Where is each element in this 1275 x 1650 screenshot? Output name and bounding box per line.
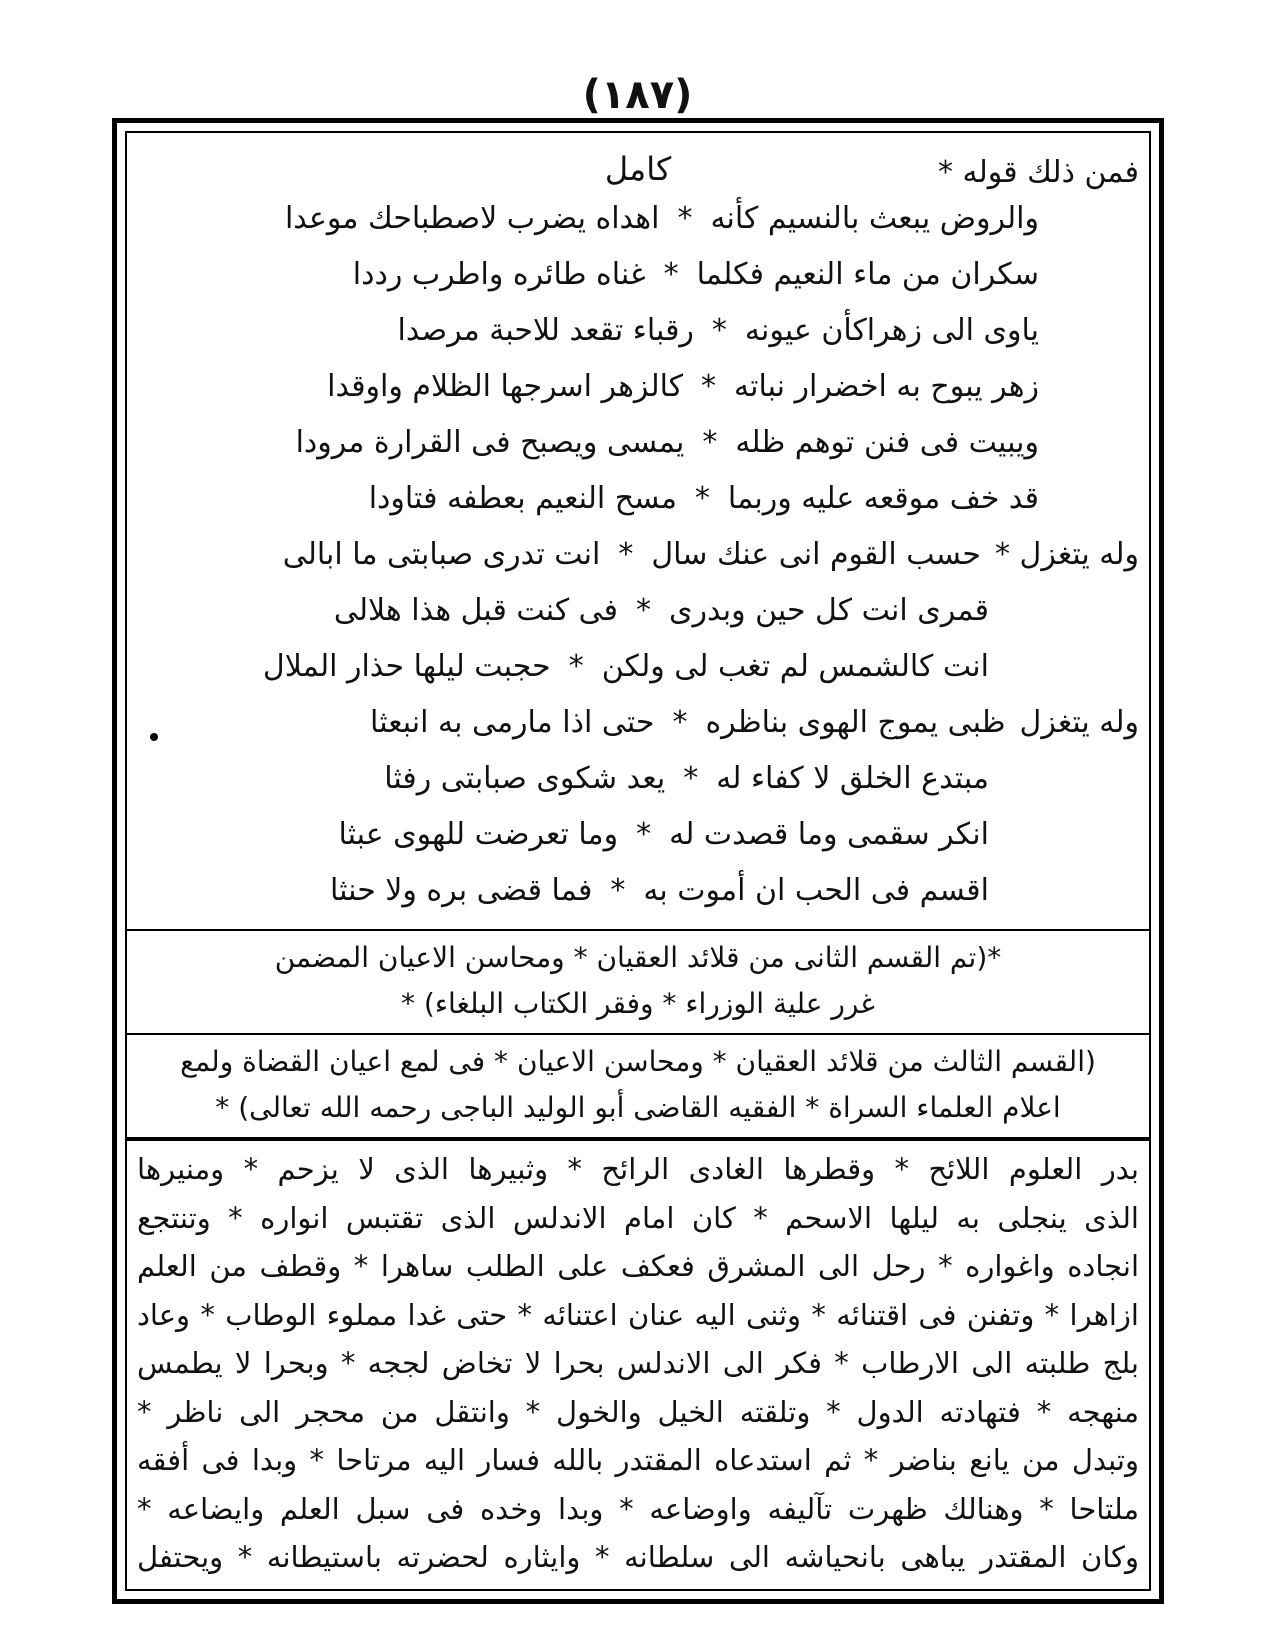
verse-second-hemistich: مسح النعيم بعطفه فتاودا: [368, 481, 677, 516]
verse-first-hemistich: قد خف موقعه عليه وربما: [727, 481, 1039, 516]
poem2-intro: وله يتغزل *: [994, 537, 1139, 572]
section-heading: [139, 1039, 1137, 1131]
verse-first-hemistich: اقسم فى الحب ان أموت به: [643, 873, 989, 908]
prose-line: انجاده واغواره * رحل الى المشرق فعكف على الطلب ساهرا * وقطف من العلم: [137, 1249, 1139, 1283]
verse-separator: *: [683, 761, 699, 796]
verse-separator: *: [711, 313, 727, 348]
verse-separator: *: [568, 649, 584, 684]
divider: [127, 1137, 1149, 1141]
poem1-intro: فمن ذلك قوله *: [938, 155, 1139, 190]
verse-first-hemistich: ظبى يموج الهوى بناظره: [705, 705, 1006, 740]
verse-separator: *: [672, 705, 688, 740]
verse-first-hemistich: زهر يبوح به اخضرار نباته: [734, 369, 1039, 404]
verse-line: [296, 423, 1039, 463]
verse-second-hemistich: حتى اذا مارمى به انبعثا: [370, 705, 655, 740]
prose-line: ازاهرا * وتفنن فى اقتنائه * وثنى اليه عنان اعتنائه * حتى غدا مملوء الوطاب * وعاد: [137, 1297, 1139, 1332]
verse-second-hemistich: فما قضى بره ولا حنثا: [329, 873, 593, 908]
verse-second-hemistich: حجبت ليلها حذار الملال: [262, 649, 551, 684]
verse-line: [338, 815, 989, 855]
section-heading-line: (القسم الثالث من قلائد العقيان * ومحاسن الاعيان * فى لمع اعيان القضاة ولمع: [180, 1045, 1096, 1078]
verse-line: [370, 703, 1139, 743]
verse-line: [283, 535, 1139, 575]
verse-second-hemistich: يعد شكوى صبابتى رفثا: [384, 761, 666, 796]
verse-second-hemistich: فى كنت قبل هذا هلالى: [333, 593, 618, 628]
verse-first-hemistich: ويبيت فى فنن توهم ظله: [735, 425, 1039, 460]
verse-line: [369, 479, 1039, 519]
section-heading-line: اعلام العلماء السراة * الفقيه القاضى أبو الوليد الباجى رحمه الله تعالى) *: [215, 1091, 1061, 1124]
prose-line: الذى ينجلى به ليلها الاسحم * كان امام الاندلس الذى تقتبس انواره * وتنتجع: [137, 1200, 1139, 1235]
prose-line: بلج طلبته الى الارطاب * فكر الى الاندلس بحرا لا تخاض لججه * وبحرا لا يطمس: [137, 1346, 1139, 1380]
verse-first-hemistich: قمرى انت كل حين وبدرى: [669, 593, 989, 628]
end-note-line: غرر علية الوزراء * وفقر الكتاب البلغاء) *: [401, 987, 875, 1020]
verse-separator: *: [618, 537, 634, 572]
verse-second-hemistich: رقباء تقعد للاحبة مرصدا: [397, 313, 694, 348]
verse-line: [327, 367, 1039, 407]
verse-line: [285, 199, 1039, 239]
verse-line: [334, 591, 989, 631]
text-area: [125, 131, 1151, 1591]
verse-second-hemistich: يمسى ويصبح فى القرارة مرودا: [295, 425, 685, 460]
prose-line: ملتاحا * وهنالك ظهرت تآليفه واوضاعه * وبدا وخده فى سبل العلم وايضاعه *: [137, 1491, 1139, 1526]
verse-separator: *: [694, 481, 710, 516]
verse-separator: *: [636, 593, 651, 628]
verse-second-hemistich: اهداه يضرب لاصطباحك موعدا: [284, 201, 660, 236]
end-note: [139, 935, 1137, 1027]
prose-line: وكان المقتدر يباهى بانحياشه الى سلطانه * وايثاره لحضرته باستيطانه * ويحتفل: [137, 1540, 1139, 1574]
end-note-line: *(تم القسم الثانى من قلائد العقيان * ومحاسن الاعيان المضمن: [274, 941, 1002, 974]
verse-first-hemistich: حسب القوم انى عنك سال: [651, 537, 981, 572]
verse-line: [353, 255, 1039, 295]
verse-line: [330, 871, 989, 911]
verse-first-hemistich: والروض يبعث بالنسيم كأنه: [710, 201, 1039, 236]
verse-first-hemistich: سكران من ماء النعيم فكلما: [696, 257, 1039, 292]
verse-separator: *: [701, 369, 717, 404]
verse-separator: *: [663, 257, 679, 292]
verse-separator: *: [610, 873, 626, 908]
verse-line: [263, 647, 989, 687]
page-frame: [112, 118, 1164, 1604]
verse-first-hemistich: ياوى الى زهراكأن عيونه: [744, 313, 1039, 348]
prose-line: منهجه * فتهادته الدول * وتلقته الخيل والخول * وانتقل من محجر الى ناظر *: [137, 1394, 1139, 1429]
divider: [127, 1033, 1149, 1035]
prose-line: بدر العلوم اللائح * وقطرها الغادى الرائح * وثبيرها الذى لا يزحم * ومنيرها: [137, 1152, 1139, 1186]
verse-line: [384, 759, 989, 799]
verse-first-hemistich: مبتدع الخلق لا كفاء له: [716, 761, 989, 796]
verse-second-hemistich: غناه طائره واطرب رددا: [352, 257, 646, 292]
verse-first-hemistich: انكر سقمى وما قصدت له: [669, 817, 989, 852]
divider: [127, 929, 1149, 931]
page-number: (١٨٧): [582, 72, 693, 118]
verse-line: [398, 311, 1039, 351]
verse-separator: *: [677, 201, 693, 236]
verse-separator: *: [636, 817, 652, 852]
verse-second-hemistich: انت تدرى صبابتى ما ابالى: [282, 537, 601, 572]
meter-label: كامل: [604, 150, 672, 188]
verse-second-hemistich: وما تعرضت للهوى عبثا: [338, 817, 619, 852]
verse-first-hemistich: انت كالشمس لم تغب لى ولكن: [601, 649, 989, 684]
poem3-intro: وله يتغزل: [1019, 705, 1139, 740]
prose-body: [137, 1145, 1139, 1582]
verse-second-hemistich: كالزهر اسرجها الظلام واوقدا: [327, 369, 684, 404]
verse-separator: *: [702, 425, 718, 460]
prose-line: وتبدل من يانع بناضر * ثم استدعاه المقتدر بالله فسار اليه مرتاحا * وبدا فى أفقه: [137, 1443, 1139, 1477]
